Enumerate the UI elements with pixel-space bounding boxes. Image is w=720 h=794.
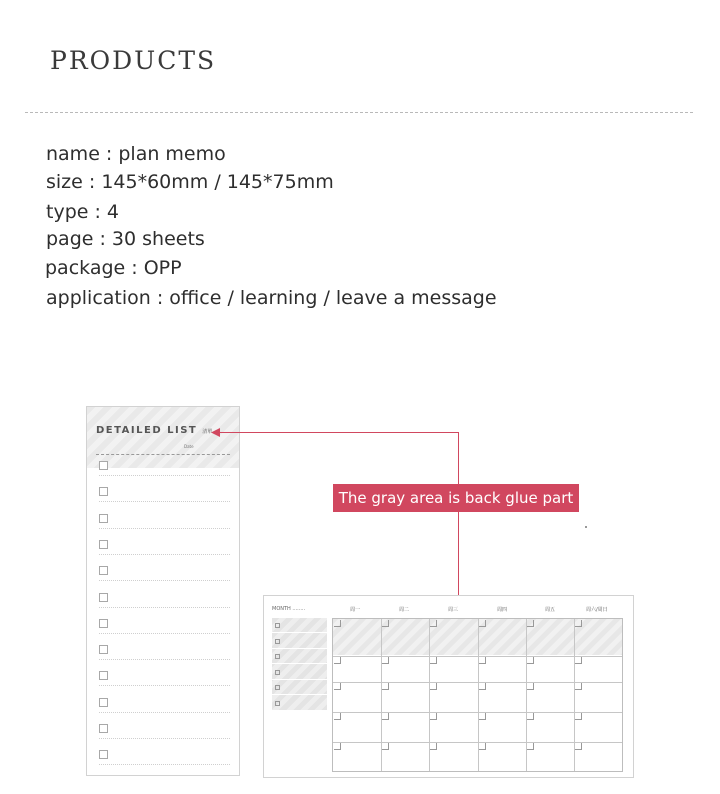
list-checkbox bbox=[99, 461, 108, 470]
day-label-wed: 周三 bbox=[448, 607, 459, 613]
side-row-line bbox=[272, 710, 327, 711]
stray-dot bbox=[585, 526, 587, 528]
spec-name: name : plan memo bbox=[46, 143, 226, 165]
date-corner-mark bbox=[334, 743, 341, 750]
arrow-horizontal bbox=[218, 432, 459, 433]
list-checkbox bbox=[99, 514, 108, 523]
date-corner-mark bbox=[479, 657, 486, 664]
side-checkbox bbox=[275, 685, 280, 690]
list-row-line bbox=[99, 475, 230, 477]
side-checkbox bbox=[275, 639, 280, 644]
date-corner-mark bbox=[382, 620, 389, 627]
date-corner-mark bbox=[430, 713, 437, 720]
date-corner-mark bbox=[479, 683, 486, 690]
day-label-thu: 周四 bbox=[497, 607, 508, 613]
month-grid bbox=[332, 618, 623, 772]
list-row-line bbox=[99, 659, 230, 661]
day-label-fri: 周五 bbox=[545, 607, 556, 613]
month-label: MONTH ........ bbox=[272, 606, 306, 612]
date-corner-mark bbox=[430, 743, 437, 750]
arrow-vertical-top bbox=[458, 432, 459, 485]
list-row-line bbox=[99, 607, 230, 609]
date-corner-mark bbox=[527, 743, 534, 750]
list-row-line bbox=[99, 764, 230, 766]
date-corner-mark bbox=[430, 657, 437, 664]
list-row-line bbox=[99, 528, 230, 530]
day-label-weekend: 周六/周日 bbox=[586, 607, 608, 613]
list-checkbox bbox=[99, 750, 108, 759]
date-corner-mark bbox=[382, 657, 389, 664]
arrowhead-left-icon bbox=[211, 428, 220, 437]
list-checkbox bbox=[99, 698, 108, 707]
date-corner-mark bbox=[334, 683, 341, 690]
date-corner-mark bbox=[479, 743, 486, 750]
date-corner-mark bbox=[334, 713, 341, 720]
glue-area-callout: The gray area is back glue part bbox=[333, 484, 579, 512]
side-checkbox bbox=[275, 670, 280, 675]
list-checkbox bbox=[99, 671, 108, 680]
date-corner-mark bbox=[575, 657, 582, 664]
list-checkbox bbox=[99, 619, 108, 628]
list-glue-area bbox=[87, 407, 239, 468]
arrow-vertical-bottom bbox=[458, 512, 459, 604]
list-date-line bbox=[96, 454, 230, 455]
side-row-line bbox=[272, 648, 327, 649]
day-label-tue: 周二 bbox=[399, 607, 410, 613]
date-corner-mark bbox=[382, 683, 389, 690]
list-checkbox bbox=[99, 724, 108, 733]
list-row-line bbox=[99, 501, 230, 503]
monthly-memo-image bbox=[263, 595, 634, 778]
side-row-line bbox=[272, 632, 327, 633]
date-corner-mark bbox=[575, 683, 582, 690]
spec-application: application : office / learning / leave a message bbox=[46, 287, 497, 309]
spec-package: package : OPP bbox=[45, 257, 182, 279]
list-row-line bbox=[99, 685, 230, 687]
list-checkbox bbox=[99, 593, 108, 602]
date-corner-mark bbox=[527, 683, 534, 690]
side-row-line bbox=[272, 663, 327, 664]
date-corner-mark bbox=[430, 683, 437, 690]
list-checkbox bbox=[99, 540, 108, 549]
detailed-list-memo-image bbox=[86, 406, 240, 776]
date-corner-mark bbox=[382, 713, 389, 720]
list-row-line bbox=[99, 738, 230, 740]
section-divider bbox=[25, 112, 693, 113]
date-corner-mark bbox=[527, 657, 534, 664]
day-label-mon: 周一 bbox=[350, 607, 361, 613]
date-corner-mark bbox=[575, 743, 582, 750]
list-title-text: DETAILED LIST bbox=[96, 425, 198, 436]
list-row-line bbox=[99, 580, 230, 582]
date-corner-mark bbox=[334, 657, 341, 664]
page-title: PRODUCTS bbox=[50, 46, 217, 75]
list-checkbox bbox=[99, 487, 108, 496]
side-row-line bbox=[272, 694, 327, 695]
list-date-label: Date bbox=[184, 444, 194, 449]
date-corner-mark bbox=[382, 743, 389, 750]
date-corner-mark bbox=[575, 620, 582, 627]
list-title-sub: 清單 bbox=[202, 429, 213, 435]
date-corner-mark bbox=[527, 620, 534, 627]
list-row-line bbox=[99, 712, 230, 714]
date-corner-mark bbox=[479, 713, 486, 720]
list-checkbox bbox=[99, 566, 108, 575]
list-title bbox=[96, 425, 212, 436]
side-checkbox bbox=[275, 701, 280, 706]
date-corner-mark bbox=[479, 620, 486, 627]
side-checkbox bbox=[275, 623, 280, 628]
spec-type: type : 4 bbox=[46, 201, 120, 223]
date-corner-mark bbox=[430, 620, 437, 627]
spec-page: page : 30 sheets bbox=[46, 228, 205, 250]
list-checkbox bbox=[99, 645, 108, 654]
side-row-line bbox=[272, 679, 327, 680]
date-corner-mark bbox=[527, 713, 534, 720]
list-row-line bbox=[99, 554, 230, 556]
side-checkbox bbox=[275, 654, 280, 659]
date-corner-mark bbox=[575, 713, 582, 720]
list-row-line bbox=[99, 633, 230, 635]
spec-size: size : 145*60mm / 145*75mm bbox=[46, 171, 334, 193]
date-corner-mark bbox=[334, 620, 341, 627]
